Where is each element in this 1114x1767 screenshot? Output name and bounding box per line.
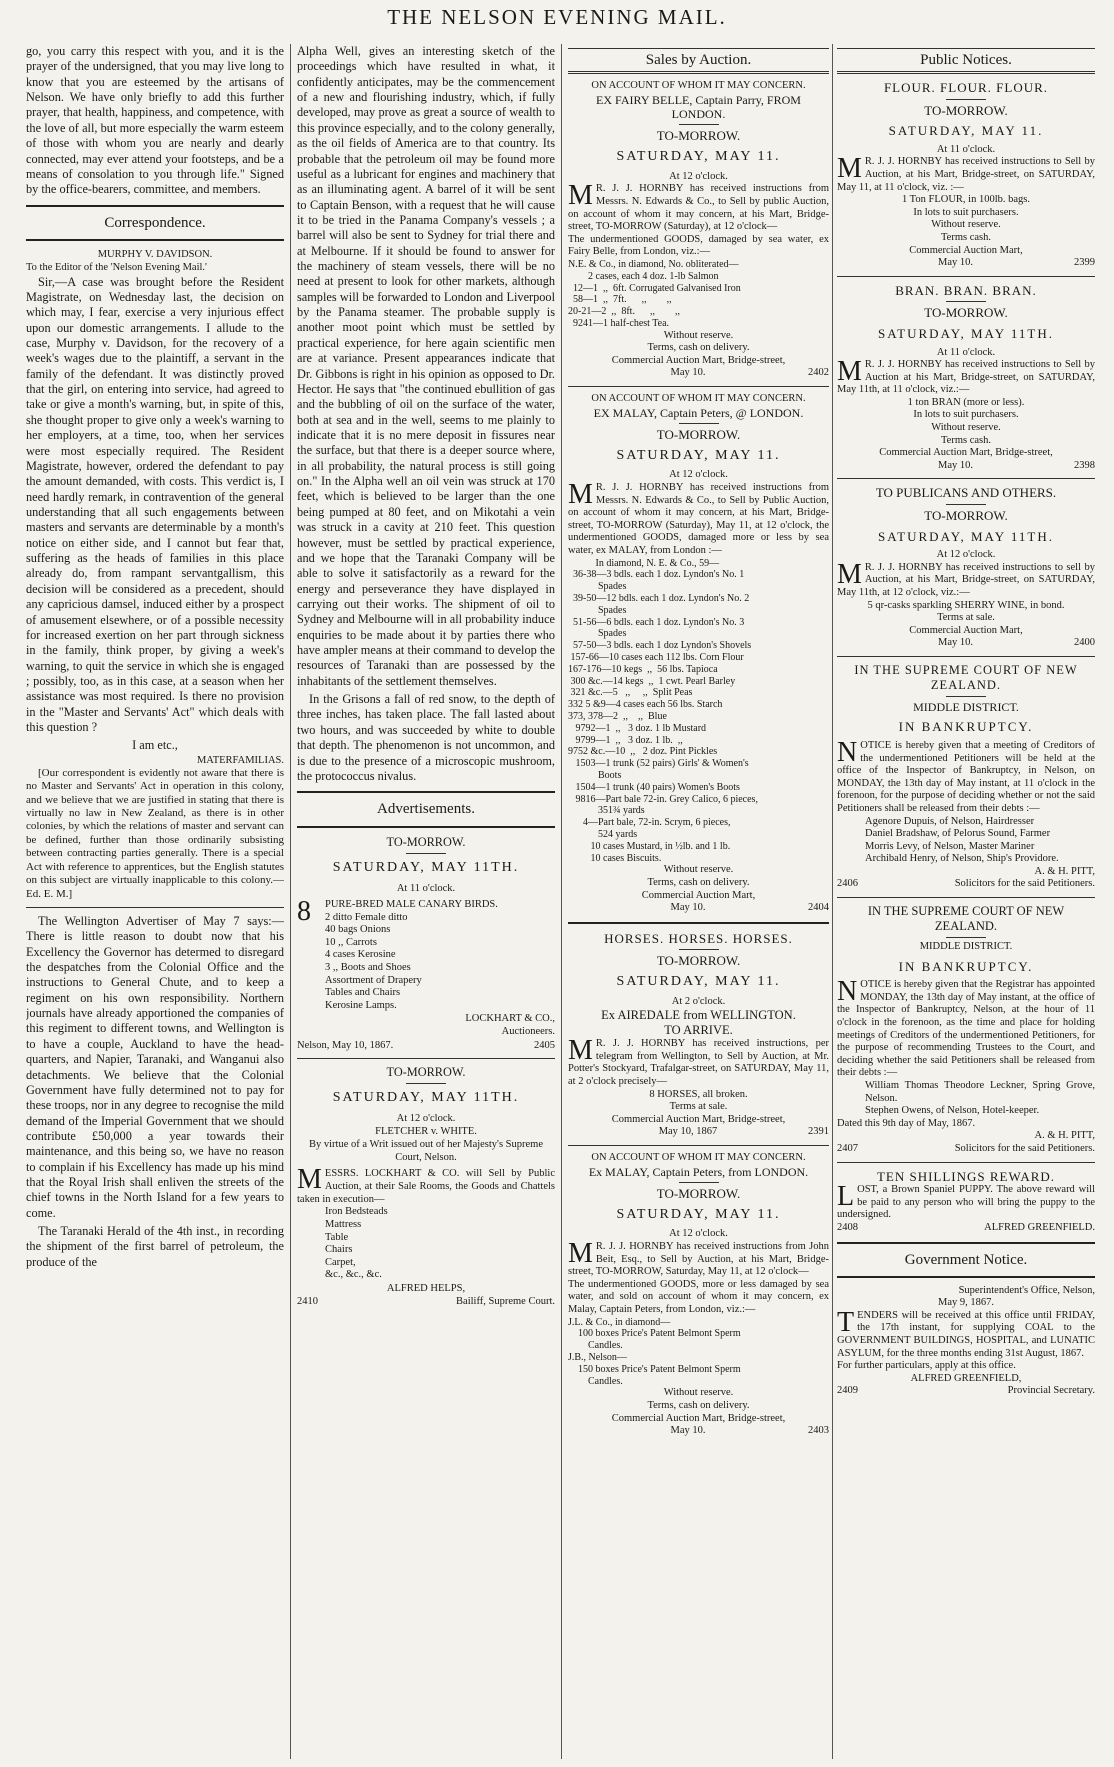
list-item: Iron Bedsteads [325, 1206, 388, 1218]
notice-heading: FLOUR. FLOUR. FLOUR. [883, 80, 1049, 95]
column-4 [837, 44, 1095, 1759]
list-item: Kerosine Lamps. [325, 999, 397, 1011]
correspondence-heading: Correspondence. [104, 214, 206, 231]
drop-cap-t: T [837, 1306, 855, 1338]
petitioner-name: Agenore Dupuis, of Nelson, Hairdresser [865, 815, 1035, 827]
auction-ship: Ex MALAY, Captain Peters, from LONDON. [588, 1164, 809, 1179]
auction-account: ON ACCOUNT OF WHOM IT MAY CONCERN. [591, 1152, 806, 1164]
notice-time: At 11 o'clock. [936, 346, 996, 358]
auction-item: 8 HORSES, all broken. [649, 1088, 748, 1100]
auction-terms: Terms at sale. [669, 1101, 728, 1113]
petitioner-list [837, 1080, 1095, 1118]
list-item: PURE-BRED MALE CANARY BIRDS. [325, 898, 498, 910]
notice-body: OTICE is hereby given that a meeting of Creditors of the undermentioned Petitioners will be held at the office of the Inspector of Bankruptcy, in Nelson, on MONDAY, the 13th day of May instant, at 11 o'clock in the forenoon, for the purpose of deciding whether or not the said Petitioners shall be released from their debts :— [837, 739, 1095, 814]
petitioner-list [837, 816, 1095, 866]
auction-horses [568, 931, 829, 1139]
auction-time: At 12 o'clock. [669, 469, 728, 481]
list-item: 40 bags Onions [325, 924, 391, 936]
letter-title: MURPHY V. DAVIDSON. [97, 249, 213, 261]
auction-footer: Commercial Auction Mart, Bridge-street, [611, 1113, 786, 1125]
advert-canary-birds [297, 835, 555, 1052]
notice-footer-date: May 10. [938, 637, 973, 649]
auction-footer-date: May 10. [670, 902, 706, 914]
notice-reward [837, 1169, 1095, 1235]
auction-body: R. J. J. HORNBY has received instructions from Messrs. N. Edwards & Co., to Sell by Public Auction, on account of whom it may concern, at his Mart, Bridge-street, TO-MORROW (Saturday), May 11, at 12 o'clock, the undermentioned GOODS, damaged more or less by sea water, ex MALAY, from London :— [568, 482, 829, 557]
petitioner-name: Morris Levy, of Nelson, Master Mariner [865, 840, 1035, 852]
auction-ship: EX FAIRY BELLE, Captain Parry, FROM LONDON. [596, 92, 801, 121]
list-item: Mattress [325, 1219, 362, 1231]
drop-cap-m: M [568, 180, 593, 212]
red-snow-paragraph: In the Grisons a fall of red snow, to the depth of three inches, has taken place. The fall lasted about two hours, and was succeeded by white to double that depth. The phenomenon is not uncommon, and is due to the presence of a microscopic mushroom, the protococcus nivalus. [297, 692, 555, 783]
notice-signature: ALFRED GREENFIELD, [910, 1372, 1022, 1384]
list-item: 10 ,, Carrots [325, 936, 377, 948]
petroleum-paragraph: Alpha Well, gives an interesting sketch of the proceedings which have resulted in what, it confidently anticipates, may be the commencement of a new and flourishing industry, which, if fully developed, may prove as great a source of wealth to this province especially, and to the colony generally, as the oil fields of America are to that country. Its probable that the petroleum oil may be found more useful as a lubricant for engines and machinery that as an illuminating agent. A barrel of it will be sent to Captain Benson, with a request that he will cause it to be tried in the Panama Company's vessels ; a barrel will also be sent to Sydney for trial there and at Melbourne. If it should be found to answer for the machinery of steam vessels, there will be no need at present to look for other markets, although samples will be forwarded to London and Liverpool by the Panama steamer. The probable supply is another moot point which must be settled by practical experience, for here again scientific men are at variance. Present appearances indicate that Dr. Gibbons is right in his opinion as opposed to Dr. Hector. He says that "the continued ebullition of gas and the bubbling of oil on the surface of the water, both at sea and in the well, seems to me plainly to indicate that it is no mere deposit in fissures near the surface, but that there is a deeper source where, in all probability, the natural process is still going on." In the Alpha well an oil vein was struck at 170 feet, which is believed to be larger than the one being pumped at 80 feet, and on Mikotahi a vein was struck in a cavity at 210 feet. This question however, must be settled by practical experience, and we hope that the Taranaki Company will be able to solve it satisfactorily as a reward for the energy and perseverance they have displayed in carrying out their works. The shipment of oil to Sydney and Melbourne will in all probability induce enquiries to be made about it by parties there who have ampler means at their command to develop the resources of Taranaki than are possessed by the inhabitants of the settlement themselves. [297, 44, 555, 688]
auction-arrive: TO ARRIVE. [664, 1023, 733, 1038]
notice-body: OST, a Brown Spaniel PUPPY. The above reward will be paid to any person who will bring the puppy to the undersigned. [837, 1184, 1095, 1221]
advert-tomorrow: TO-MORROW. [386, 835, 466, 849]
drop-cap-n: N [837, 736, 858, 768]
advert-time: At 12 o'clock. [396, 1112, 456, 1124]
notice-heading: TEN SHILLINGS REWARD. [876, 1168, 1056, 1184]
auction-malay [568, 393, 829, 915]
auction-footer-date: May 10, 1867 [658, 1126, 718, 1138]
notice-footer: Commercial Auction Mart, [909, 244, 1023, 256]
notice-heading: IN THE SUPREME COURT OF NEW ZEALAND. [854, 662, 1078, 692]
column-1 [26, 44, 284, 1759]
notice-role: Provincial Secretary. [1007, 1385, 1095, 1397]
column-2 [297, 44, 555, 1759]
notice-body: R. J. J. HORNBY has received instructions to sell by Auction, at his Mart, Bridge-street, on SATURDAY, May 11th, at 12 o'clock, viz.:— [837, 561, 1095, 598]
letter-body: Sir,—A case was brought before the Resident Magistrate, on Wednesday last, the decision on which may, I fear, exercise a very injurious effect upon our domestic arrangements. I allude to the case, Murphy v. Davidson, for the recovery of a week's wages due to the plaintiff, a servant in the family of the defendant. It was distinctly proved that the girl, on entering into service, had agreed to take or give a month's warning, but, in spite of this, she thought proper to give only a week's warning to her employers, at a time, too, when her services were most especially required. The Resident Magistrate, however, ordered the defendant to pay the amount demanded, with costs. This verdict is, I need hardly remark, in contravention of the general understanding that all such engagements between masters and servants are determinable by a month's notice on either side, and I cannot but fear that, suffering as the heads of families in this place already do, from rampant servantgallism, this decision will be considered as a precedent, should any capricious damsel, induced either by a prospect of amusement elsewhere, or of a possible necessity for increased exertion on her part through sickness in the family, think proper, by giving a week's warning, to quit the service in which she is engaged ; possibly, too, as in this case, at a season when her assistance was most required. Is there no provision in the "Master and Servants' Act" which deals with this question ? [26, 274, 284, 735]
list-item: Carpet, [325, 1256, 356, 1268]
notice-number: 2407 [837, 1142, 858, 1154]
advert-fletcher-white [297, 1065, 555, 1309]
notice-heading: TO PUBLICANS AND OTHERS. [875, 485, 1057, 501]
petitioner-name: Stephen Owens, of Nelson, Hotel-keeper. [865, 1105, 1040, 1117]
auction-footer: Commercial Auction Mart, Bridge-street, [611, 354, 786, 366]
notice-number: 2409 [837, 1385, 858, 1397]
letter-close: I am etc., [132, 738, 178, 753]
drop-cap-m: M [568, 1035, 593, 1067]
notice-tomorrow: TO-MORROW. [924, 305, 1008, 321]
notice-terms: Terms cash. [941, 231, 991, 243]
notice-number: 2406 [837, 878, 858, 890]
notice-office: Superintendent's Office, Nelson, [958, 1284, 1095, 1296]
notice-tomorrow: TO-MORROW. [924, 102, 1008, 118]
auction-account: ON ACCOUNT OF WHOM IT MAY CONCERN. [591, 393, 806, 405]
advert-body: ESSRS. LOCKHART & CO. will Sell by Public Auction, at their Sale Rooms, the Goods and Chattels taken in execution— [297, 1168, 555, 1206]
advert-role: Auctioneers. [501, 1026, 555, 1038]
wellington-paragraph: The Wellington Advertiser of May 7 says:—There is little reason to doubt now that his Excellency the Governor has determed to disregard the despatches from the Colonial Office and the instructions to General Chute, and to keep a regiment on his own responsibility. Northern journals have already apportioned the companies of this regiment to different towns, and Wellington is to have a couple, Auckland to have the head-quarters, and Napier, Taranaki, and Wanganui also detachments. We believe that the Colonial Government have fully determined not to pay for these troops, nor in any degree to recognise the mild demand of the Imperial Government that we should contribute £50,000 a year towards their maintenance, and this being so, we have no reason to complain if his Excellency has made up his mind that the Royal Irish shall enliven the streets of the chief towns in the North Island for a few years to come. [26, 913, 284, 1220]
notice-heading: IN THE SUPREME COURT OF NEW ZEALAND. [867, 904, 1065, 934]
list-item: Tables and Chairs [325, 987, 401, 999]
list-item: Chairs [325, 1244, 353, 1256]
notice-district: MIDDLE DISTRICT. [919, 941, 1013, 953]
advert-number: 2410 [297, 1296, 318, 1308]
notice-number: 2399 [1074, 257, 1095, 269]
auction-goods: The undermentioned GOODS, damaged by sea water, ex Fairy Belle, from London, viz.:— [568, 233, 829, 258]
notice-role: Solicitors for the said Petitioners. [954, 878, 1095, 890]
auction-body: R. J. J. HORNBY has received instructions, per telegram from Wellington, to Sell by Auction, at Mr. Potter's Stockyard, Trafalgar-street, on SATURDAY, May 11, at 2 o'clock precisely— [568, 1038, 829, 1088]
notice-body: R. J. J. HORNBY has received instructions to Sell by Auction, at his Mart, Bridge-street, on SATURDAY, May 11, at 11 o'clock, viz. :— [837, 156, 1095, 193]
advert-signature: LOCKHART & CO., [465, 1013, 555, 1025]
advert-writ: By virtue of a Writ issued out of her Majesty's Supreme Court, Nelson. [309, 1138, 543, 1163]
notice-item: 1 ton BRAN (more or less). [907, 396, 1025, 408]
notice-item: 5 qr-casks sparkling SHERRY WINE, in bond. [867, 599, 1065, 611]
petitioner-name: Archibald Henry, of Nelson, Ship's Providore. [865, 853, 1059, 865]
drop-cap-l: L [837, 1181, 855, 1213]
auction-tomorrow: TO-MORROW. [656, 427, 741, 443]
notice-terms: Terms at sale. [937, 612, 995, 624]
auction-number: 2404 [808, 902, 829, 914]
notice-time: At 11 o'clock. [936, 143, 996, 155]
notice-publicans [837, 485, 1095, 650]
notice-footer: Commercial Auction Mart, [909, 624, 1023, 636]
notice-body: ENDERS will be received at this office until FRIDAY, the 17th instant, for supplying COAL to the GOVERNMENT BUILDINGS, HOSPITAL, and LUNATIC ASYLUM, for the three months ending 31st August, 1867. [837, 1309, 1095, 1359]
notice-government [837, 1251, 1095, 1398]
auction-footer-date: May 10. [670, 367, 706, 379]
letter-signature: MATERFAMILIAS. [196, 754, 284, 766]
auction-goods: The undermentioned GOODS, more or less damaged by sea water, and sold on account of whom it may concern, ex Malay, Captain Peters, from London, viz.:— [568, 1278, 829, 1315]
auction-terms: Terms, cash on delivery. [647, 342, 750, 354]
auction-reserve: Without reserve. [663, 1387, 734, 1399]
auction-reserve: Without reserve. [663, 864, 734, 876]
auction-inventory: In diamond, N. E. & Co., 59— 36-38—3 bdls. each 1 doz. Lyndon's No. 1 Spades 39-50—12 bdls. each 1 doz. Lyndon's No. 2 Spades 51-56—6 bdls. each 1 doz. Lyndon's No. 3 Spades 57-50—3 bdls. each 1 doz Lyndon's Shovels 157-66—10 cases each 112 lbs. Corn Flour 167-176—10 kegs ,, 56 lbs. Tapioca 300 &c.—14 kegs ,, 1 cwt. Pearl Barley 321 &c.—5 ,, ,, Split Peas 332 5 &9—4 cases each 56 lbs. Starch 373, 378—2 ,, ,, Blue 9792—1 ,, 3 doz. 1 lb Mustard 9799—1 ,, 3 doz. 1 lb. ,, 9752 &c.—10 ,, 2 doz. Pint Pickles 1503—1 trunk (52 pairs) Girls' & Women's Boots 1504—1 trunk (40 pairs) Women's Boots 9816—Part bale 72-in. Grey Calico, 6 pieces, 351¾ yards 4—Part bale, 72-in. Scrym, 6 pieces, 524 yards 10 cases Mustard, in ½lb. and 1 lb. 10 cases Biscuits. [568, 557, 758, 864]
list-item: Assortment of Drapery [325, 974, 422, 986]
masthead: THE NELSON EVENING MAIL. [387, 5, 727, 29]
notice-date: SATURDAY, MAY 11TH. [878, 325, 1054, 341]
column-3 [568, 44, 829, 1759]
government-notice-heading: Government Notice. [904, 1251, 1028, 1268]
auction-heading: HORSES. HORSES. HORSES. [604, 930, 793, 946]
drop-cap-n: N [837, 976, 858, 1008]
sales-heading: Sales by Auction. [568, 48, 829, 74]
auction-terms: Terms, cash on delivery. [647, 1399, 750, 1411]
public-notices-heading: Public Notices. [837, 48, 1095, 74]
letter-to: To the Editor of the 'Nelson Evening Mail.' [26, 262, 207, 274]
petitioner-name: William Thomas Theodore Leckner, Spring Grove, Nelson. [865, 1080, 1095, 1104]
drop-cap-m: M [568, 1238, 593, 1269]
editor-note: [Our correspondent is evidently not aware that there is no Master and Servants' Act in operation in this colony, and we believe that we are justified in stating that there is virtually no law in New Zealand, as there is in other colonies, by which the relations of master and servant can be defined, further than those ordinarily subsisting between contracting parties generally. There is a special Act with reference to apprentices, but the English statutes on this subject are virtually inapplicable to this colony.—Ed. E. M.] [26, 766, 284, 900]
notice-heading: BRAN. BRAN. BRAN. [895, 282, 1037, 298]
advert-date: SATURDAY, MAY 11TH. [332, 1090, 520, 1106]
drop-cap-m: M [837, 153, 862, 185]
column-rule [290, 44, 291, 1759]
taranaki-paragraph: The Taranaki Herald of the 4th inst., in recording the shipment of the first barrel of petroleum, the produce of the [26, 1224, 284, 1269]
auction-number: 2391 [808, 1126, 829, 1138]
list-item: 2 ditto Female ditto [325, 911, 408, 923]
notice-date: SATURDAY, MAY 11TH. [878, 528, 1054, 544]
notice-lots: In lots to suit purchasers. [913, 206, 1019, 218]
drop-numeral: 8 [297, 895, 311, 927]
advert-role: Bailiff, Supreme Court. [456, 1296, 555, 1308]
auction-ship: Ex AIREDALE from WELLINGTON. [601, 1008, 796, 1023]
notice-date: May 9, 1867. [938, 1297, 994, 1309]
notice-district: MIDDLE DISTRICT. [913, 699, 1019, 714]
advert-date: SATURDAY, MAY 11TH. [332, 860, 520, 876]
notice-date: SATURDAY, MAY 11. [888, 123, 1044, 139]
auction-reserve: Without reserve. [663, 329, 734, 341]
auction-tomorrow: TO-MORROW. [656, 953, 741, 969]
advertisements-heading: Advertisements. [377, 801, 475, 818]
drop-cap-m: M [297, 1164, 322, 1196]
list-item: Table [325, 1231, 349, 1243]
notice-footer: Commercial Auction Mart, Bridge-street, [879, 447, 1053, 459]
notice-bankruptcy-1 [837, 663, 1095, 891]
column-rule [832, 44, 833, 1759]
notice-signature: A. & H. PITT, [1034, 865, 1095, 877]
auction-body: R. J. J. HORNBY has received instructions from Messrs. N. Edwards & Co., to Sell by public Auction, on account of whom it may concern, at his Mart, Bridge-street, TO-MORROW (Saturday), at 12 o'clock— [568, 183, 829, 233]
notice-footer-date: May 10. [938, 459, 973, 471]
auction-date: SATURDAY, MAY 11. [616, 973, 781, 989]
auction-date: SATURDAY, MAY 11. [616, 447, 781, 463]
auction-date: SATURDAY, MAY 11. [616, 1206, 781, 1222]
notice-bankruptcy: IN BANKRUPTCY. [898, 958, 1034, 974]
auction-number: 2402 [808, 367, 829, 379]
advert-footer: Nelson, May 10, 1867. [297, 1039, 394, 1051]
list-item: &c., &c., &c. [325, 1269, 382, 1281]
notice-bankruptcy-2 [837, 904, 1095, 1156]
notice-number: 2398 [1074, 459, 1095, 471]
notice-lots: In lots to suit purchasers. [913, 409, 1019, 421]
notice-number: 2408 [837, 1221, 858, 1233]
auction-terms: Terms, cash on delivery. [647, 876, 750, 888]
advert-tomorrow: TO-MORROW. [386, 1064, 466, 1079]
auction-footer: Commercial Auction Mart, [641, 889, 756, 901]
intro-paragraph: go, you carry this respect with you, and it is the prayer of the undersigned, that you may live long to know that you are esteemed by the artisans of Nelson. We have only briefly to add this further prayer, that health, happiness, and competence, with the love of all, but more especially the warm esteem of those with whom you are nearly and dearly connected, may ever attend your footsteps, and be a means of consolation to you through life." Signed by the office-bearers, committee, and members. [26, 44, 284, 197]
advert-case: FLETCHER v. WHITE. [375, 1125, 477, 1137]
auction-inventory: J.L. & Co., in diamond— 100 boxes Price's Patent Belmont Sperm Candles. J.B., Nelson— 150 boxes Price's Patent Belmont Sperm Candles. [568, 1316, 741, 1387]
notice-bankruptcy: IN BANKRUPTCY. [898, 719, 1034, 735]
auction-fairy-belle [568, 80, 829, 380]
notice-reserve: Without reserve. [931, 219, 1001, 231]
notice-further: For further particulars, apply at this office. [837, 1360, 1016, 1372]
notice-tomorrow: TO-MORROW. [924, 508, 1008, 524]
advert-item-list [297, 895, 555, 1012]
auction-tomorrow: TO-MORROW. [656, 1186, 741, 1202]
auction-time: At 12 o'clock. [669, 1228, 728, 1240]
notice-bran [837, 283, 1095, 473]
auction-footer-date: May 10. [670, 1425, 706, 1437]
auction-body: R. J. J. HORNBY has received instructions from John Beit, Esq., to Sell by Auction, at his Mart, Bridge-street, TO-MORROW, Saturday, May 11, at 12 o'clock— [568, 1241, 829, 1278]
auction-inventory: N.E. & Co., in diamond, No. obliterated— 2 cases, each 4 doz. 1-lb Salmon 12—1 ,, 6ft. Corrugated Galvanised Iron 58—1 ,, 7ft. ,, ,, 20-21—2 ,, 8ft. ,, ,, 9241—1 half-chest Tea. [568, 258, 741, 329]
list-item: 4 cases Kerosine [325, 949, 396, 961]
auction-account: ON ACCOUNT OF WHOM IT MAY CONCERN. [591, 80, 806, 91]
notice-dated: Dated this 9th day of May, 1867. [837, 1117, 976, 1129]
notice-terms: Terms cash. [941, 434, 991, 446]
notice-body: R. J. J. HORNBY has received instructions to Sell by Auction at his Mart, Bridge-street, on SATURDAY, May 11th, at 11 o'clock, viz.:— [837, 359, 1095, 396]
notice-reserve: Without reserve. [931, 422, 1001, 434]
advert-item-list [297, 1206, 555, 1282]
notice-flour [837, 80, 1095, 270]
drop-cap-m: M [837, 558, 862, 590]
petitioner-name: Daniel Bradshaw, of Pelorus Sound, Farmer [865, 828, 1051, 840]
advert-number: 2405 [534, 1039, 555, 1051]
notice-signature: A. & H. PITT, [1034, 1130, 1095, 1142]
notice-number: 2400 [1074, 637, 1095, 649]
notice-item: 1 Ton FLOUR, in 100lb. bags. [902, 194, 1030, 206]
column-rule [561, 44, 562, 1759]
drop-cap-m: M [568, 479, 593, 511]
auction-time: At 2 o'clock. [671, 995, 726, 1007]
auction-footer: Commercial Auction Mart, Bridge-street, [611, 1412, 786, 1424]
advert-signature: ALFRED HELPS, [386, 1283, 466, 1294]
notice-signature: ALFRED GREENFIELD. [984, 1221, 1095, 1233]
list-item: 3 ,, Boots and Shoes [325, 961, 411, 973]
auction-tomorrow: TO-MORROW. [656, 128, 741, 144]
auction-malay-candles [568, 1152, 829, 1438]
drop-cap-m: M [837, 356, 862, 388]
notice-footer-date: May 10. [938, 257, 973, 269]
advert-time: At 11 o'clock. [396, 882, 456, 894]
auction-ship: EX MALAY, Captain Peters, @ LONDON. [593, 405, 804, 420]
notice-body: OTICE is hereby given that the Registrar has appointed MONDAY, the 13th day of May instant, at the office of the Inspector of Bankruptcy, Nelson, at the hour of 11 o'clock in the forenoon, as the time and place for holding meetings of Creditors of the undermentioned Petitioners, for the purpose of recommending Trustees to the Court, and deciding whether the said Petitioners shall be released from their debts :— [837, 979, 1095, 1079]
notice-role: Solicitors for the said Petitioners. [954, 1142, 1095, 1154]
auction-number: 2403 [808, 1425, 829, 1437]
auction-date: SATURDAY, MAY 11. [616, 148, 781, 164]
auction-time: At 12 o'clock. [669, 170, 728, 182]
notice-time: At 12 o'clock. [936, 549, 996, 561]
